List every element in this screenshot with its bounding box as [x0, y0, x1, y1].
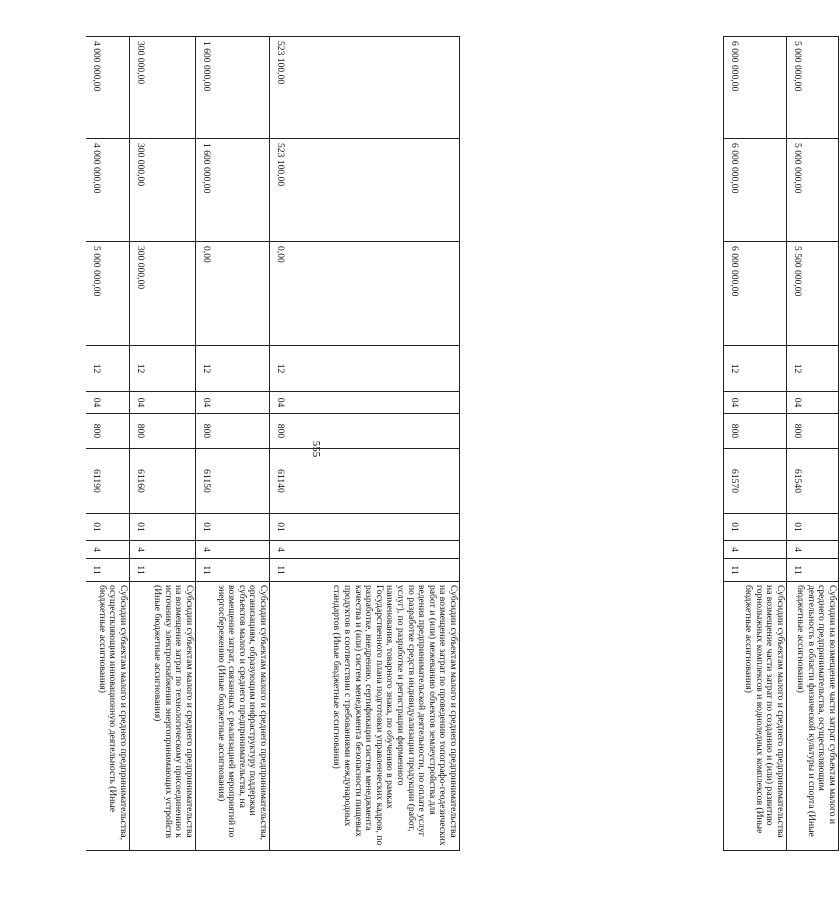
code-2: 4 [196, 541, 269, 559]
row-description: Субсидии субъектам малого и среднего предпринимательства, осуществляющим инновационную деятельность (Иные бюджетные ассигнования) [86, 582, 129, 851]
row-description: Субсидии субъектам малого и среднего предпринимательства, организациям, образующим инфраструктуру поддержки субъектов малого и среднего предпринимательства, на возмещение затрат, связанных с реализацией мероприятий по энергосбережению (Иные бюджетные ассигнования) [196, 582, 269, 851]
code-1: 11 [724, 559, 786, 582]
code-4: 61150 [196, 449, 269, 514]
code-1: 11 [86, 559, 129, 582]
code-2: 4 [86, 541, 129, 559]
code-5: 800 [86, 414, 129, 449]
code-7: 12 [270, 346, 459, 392]
code-2: 4 [270, 541, 459, 559]
amount-1: 5 500 000,00 [787, 242, 838, 346]
code-3: 01 [270, 514, 459, 541]
code-7: 12 [787, 346, 838, 392]
code-7: 12 [130, 346, 195, 392]
table-row [86, 36, 130, 851]
amount-3: 6 000 000,00 [724, 36, 786, 139]
code-4: 61140 [270, 449, 459, 514]
code-5: 800 [130, 414, 195, 449]
amount-3: 523 100,00 [270, 36, 459, 139]
amount-1: 6 000 000,00 [724, 242, 786, 346]
code-4: 61570 [724, 449, 786, 514]
amount-1: 0,00 [196, 242, 269, 346]
amount-2: 300 000,00 [130, 139, 195, 242]
code-5: 800 [724, 414, 786, 449]
table-row [130, 36, 196, 851]
code-6: 04 [196, 392, 269, 414]
amount-2: 523 100,00 [270, 139, 459, 242]
amount-3: 5 000 000,00 [787, 36, 838, 139]
budget-table [63, 36, 460, 851]
code-6: 04 [724, 392, 786, 414]
code-6: 04 [270, 392, 459, 414]
page-number: 555 [310, 440, 322, 458]
code-2: 4 [787, 541, 838, 559]
code-5: 800 [787, 414, 838, 449]
code-1: 11 [130, 559, 195, 582]
budget-table-continued [495, 36, 838, 851]
amount-3: 4 000 000,00 [86, 36, 129, 139]
row-description: Субсидии субъектам малого и среднего предпринимательства на возмещение затрат по технологическому присоединению к источнику электроснабжения энергопринимающих устройств (Иные бюджетные ассигнования) [130, 582, 195, 851]
table-row [196, 36, 270, 851]
amount-3: 300 000,00 [130, 36, 195, 139]
amount-2: 1 600 000,00 [196, 139, 269, 242]
amount-3: 1 600 000,00 [196, 36, 269, 139]
code-1: 11 [787, 559, 838, 582]
code-7: 12 [724, 346, 786, 392]
code-6: 04 [130, 392, 195, 414]
code-3: 01 [724, 514, 786, 541]
row-description: Субсидии субъектам малого и среднего предпринимательства на возмещение части затрат по созданию и (или) развитию горнолыжных комплексов и водноледных комплексов (Иные бюджетные ассигнования) [724, 582, 786, 851]
table-row [787, 36, 839, 851]
code-5: 800 [270, 414, 459, 449]
amount-2: 5 000 000,00 [787, 139, 838, 242]
code-3: 01 [130, 514, 195, 541]
code-2: 4 [130, 541, 195, 559]
row-description: Субсидии субъектам малого и среднего предпринимательства на возмещение затрат по проведению топографо-геодезических работ и (или) межеванию объектов землеустройства для ведения предпринимательской деятельности, по оплате услуг по разработке средств индивидуализации продукции (работ, услуг), по разработке и регистрации фирменного наименования, товарного знака, по обучению в рамках Государственного плана подготовки управленческих кадров, по разработке, внедрению, сертификации систем менеджмента качества и (или) систем менеджмента безопасности пищевых продуктов в соответствии с требованиями международных стандартов (Иные бюджетные ассигнования) [270, 582, 459, 851]
amount-1: 0,00 [270, 242, 459, 346]
code-3: 01 [86, 514, 129, 541]
table-row [270, 36, 460, 851]
code-4: 61160 [130, 449, 195, 514]
code-1: 11 [270, 559, 459, 582]
amount-1: 300 000,00 [130, 242, 195, 346]
code-4: 61190 [86, 449, 129, 514]
code-4: 61540 [787, 449, 838, 514]
code-3: 01 [196, 514, 269, 541]
table-row [723, 36, 787, 851]
amount-1: 5 000 000,00 [86, 242, 129, 346]
code-5: 800 [196, 414, 269, 449]
code-3: 01 [787, 514, 838, 541]
code-7: 12 [196, 346, 269, 392]
amount-2: 4 000 000,00 [86, 139, 129, 242]
code-2: 4 [724, 541, 786, 559]
code-1: 11 [196, 559, 269, 582]
row-description: Субсидии на возмещение части затрат субъектам малого и среднего предпринимательства, осуществляющим деятельность в области физической культуры и спорта (Иные бюджетные ассигнования) [787, 582, 838, 851]
code-7: 12 [86, 346, 129, 392]
code-6: 04 [787, 392, 838, 414]
code-6: 04 [86, 392, 129, 414]
amount-2: 6 000 000,00 [724, 139, 786, 242]
